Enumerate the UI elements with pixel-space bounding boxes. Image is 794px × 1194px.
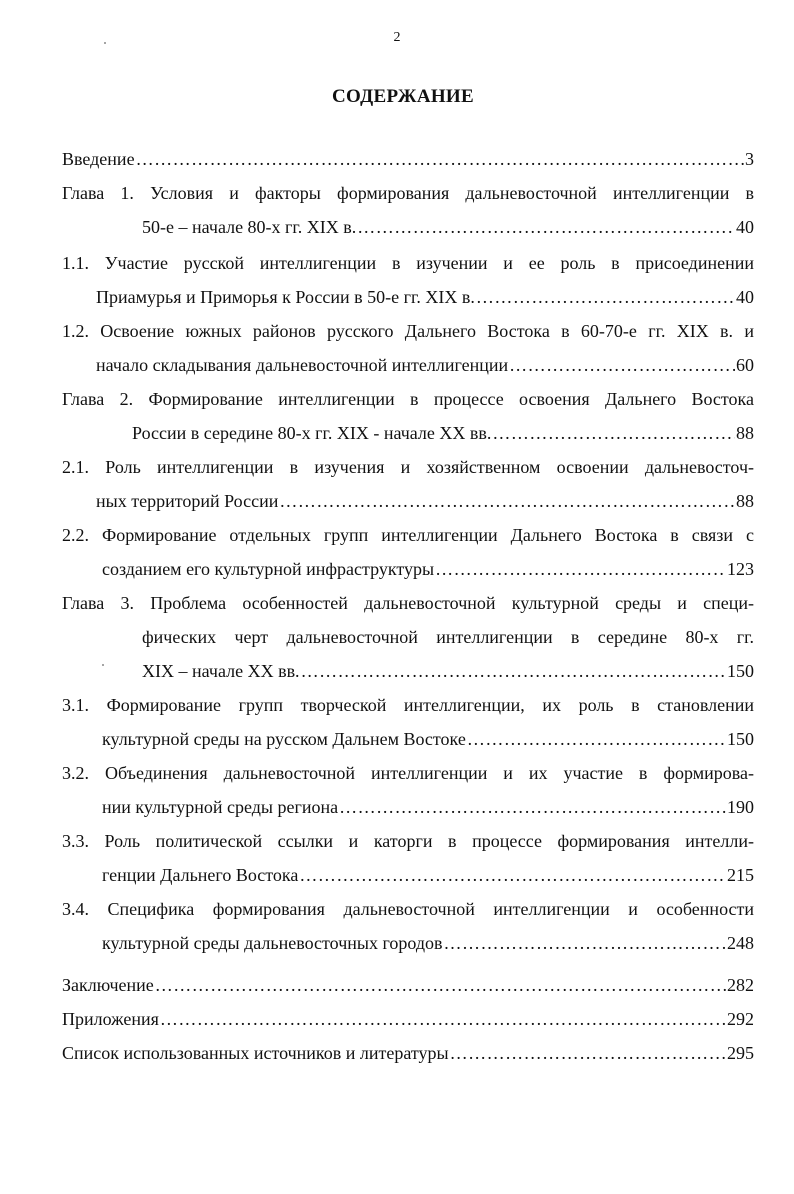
toc-entry-title: культурной среды дальневосточных городов [102, 933, 443, 953]
toc-entry-line: 3.2. Объединения дальневосточной интеллигенции и их участие в формирова- [62, 763, 754, 783]
toc-leader-dots [509, 348, 735, 382]
toc-entry-line [102, 552, 754, 586]
toc-page-number: 190 [727, 797, 754, 817]
toc-page-number: 123 [727, 559, 754, 579]
toc-leader-dots [339, 790, 726, 824]
toc-entry-title: нии культурной среды региона [102, 797, 339, 817]
toc-entry-line [96, 484, 754, 518]
toc-leader-dots [435, 552, 726, 586]
toc-entry-line [62, 142, 754, 176]
toc-entry-line: 1.1. Участие русской интеллигенции в изучении и ее роль в присоединении [62, 253, 754, 273]
scan-speck [102, 664, 104, 666]
toc-entry-title: 50-е – начале 80-х гг. XIX в. [142, 217, 357, 237]
toc-leader-dots [160, 1002, 726, 1036]
page-number: 2 [393, 30, 401, 45]
toc-entry-title: Заключение [62, 975, 154, 995]
toc-entry-line [102, 722, 754, 756]
toc-leader-dots [444, 926, 726, 960]
toc-leader-dots [301, 654, 726, 688]
toc-entry-line: 2.2. Формирование отдельных групп интеллигенции Дальнего Востока в связи с [62, 525, 754, 545]
toc-entry-line: Глава 2. Формирование интеллигенции в процессе освоения Дальнего Востока [62, 389, 754, 409]
toc-entry-title: ных территорий России [96, 491, 279, 511]
toc-entry-line [102, 790, 754, 824]
toc-page-number: 292 [727, 1009, 754, 1029]
toc-page-number: 3 [745, 149, 754, 169]
scan-speck [104, 42, 106, 44]
toc-entry-title: Приамурья и Приморья к России в 50-е гг. XIX в. [96, 287, 475, 307]
toc-entry-title: Введение [62, 149, 135, 169]
toc-entry-title: Приложения [62, 1009, 159, 1029]
toc-entry-line [96, 348, 754, 382]
toc-page-number: 282 [727, 975, 754, 995]
toc-page-number: 248 [727, 933, 754, 953]
toc-entry-line: 2.1. Роль интеллигенции в изучения и хозяйственном освоении дальневосточ- [62, 457, 754, 477]
toc-leader-dots [476, 280, 735, 314]
toc-entry-line [132, 416, 754, 450]
toc-leader-dots [450, 1036, 726, 1070]
toc-entry-line: Глава 1. Условия и факторы формирования дальневосточной интеллигенции в [62, 183, 754, 203]
toc-leader-dots [299, 858, 726, 892]
table-of-contents [62, 142, 754, 1082]
toc-entry-title: Список использованных источников и литературы [62, 1043, 449, 1063]
toc-page-number: 215 [727, 865, 754, 885]
toc-leader-dots [467, 722, 726, 756]
toc-entry-line: фических черт дальневосточной интеллигенции в середине 80-х гг. [142, 627, 754, 647]
toc-entry-line [62, 968, 754, 1002]
toc-leader-dots [136, 142, 744, 176]
toc-leader-dots [279, 484, 735, 518]
toc-entry-line: 1.2. Освоение южных районов русского Дальнего Востока в 60-70-е гг. XIX в. и [62, 321, 754, 341]
toc-entry-line: Глава 3. Проблема особенностей дальневосточной культурной среды и специ- [62, 593, 754, 613]
toc-leader-dots [492, 416, 735, 450]
toc-entry-line [96, 280, 754, 314]
toc-entry-line [102, 858, 754, 892]
toc-page-number: 40 [736, 287, 754, 307]
toc-entry-line [142, 654, 754, 688]
toc-entry-title: генции Дальнего Востока [102, 865, 299, 885]
toc-entry-line: 3.1. Формирование групп творческой интеллигенции, их роль в становлении [62, 695, 754, 715]
toc-page-number: 40 [736, 217, 754, 237]
toc-entry-title: России в середине 80-х гг. XIX - начале XX вв. [132, 423, 492, 443]
toc-page-number: 88 [736, 423, 754, 443]
toc-leader-dots [155, 968, 726, 1002]
toc-page-number: 150 [727, 661, 754, 681]
toc-entry-line: 3.3. Роль политической ссылки и каторги в процессе формирования интелли- [62, 831, 754, 851]
toc-entry-title: XIX – начале XX вв. [142, 661, 300, 681]
toc-entry-line [62, 1036, 754, 1070]
toc-page-number: 295 [727, 1043, 754, 1063]
toc-page-number: 150 [727, 729, 754, 749]
toc-entry-line [142, 210, 754, 244]
toc-leader-dots [357, 210, 735, 244]
toc-entry-title: начало складывания дальневосточной интеллигенции [96, 355, 509, 375]
toc-entry-line: 3.4. Специфика формирования дальневосточной интеллигенции и особенности [62, 899, 754, 919]
page-title: СОДЕРЖАНИЕ [332, 86, 474, 107]
toc-page-number: 60 [736, 355, 754, 375]
toc-entry-title: культурной среды на русском Дальнем Востоке [102, 729, 466, 749]
toc-page-number: 88 [736, 491, 754, 511]
toc-entry-line [62, 1002, 754, 1036]
toc-entry-title: созданием его культурной инфраструктуры [102, 559, 435, 579]
toc-entry-line [102, 926, 754, 960]
